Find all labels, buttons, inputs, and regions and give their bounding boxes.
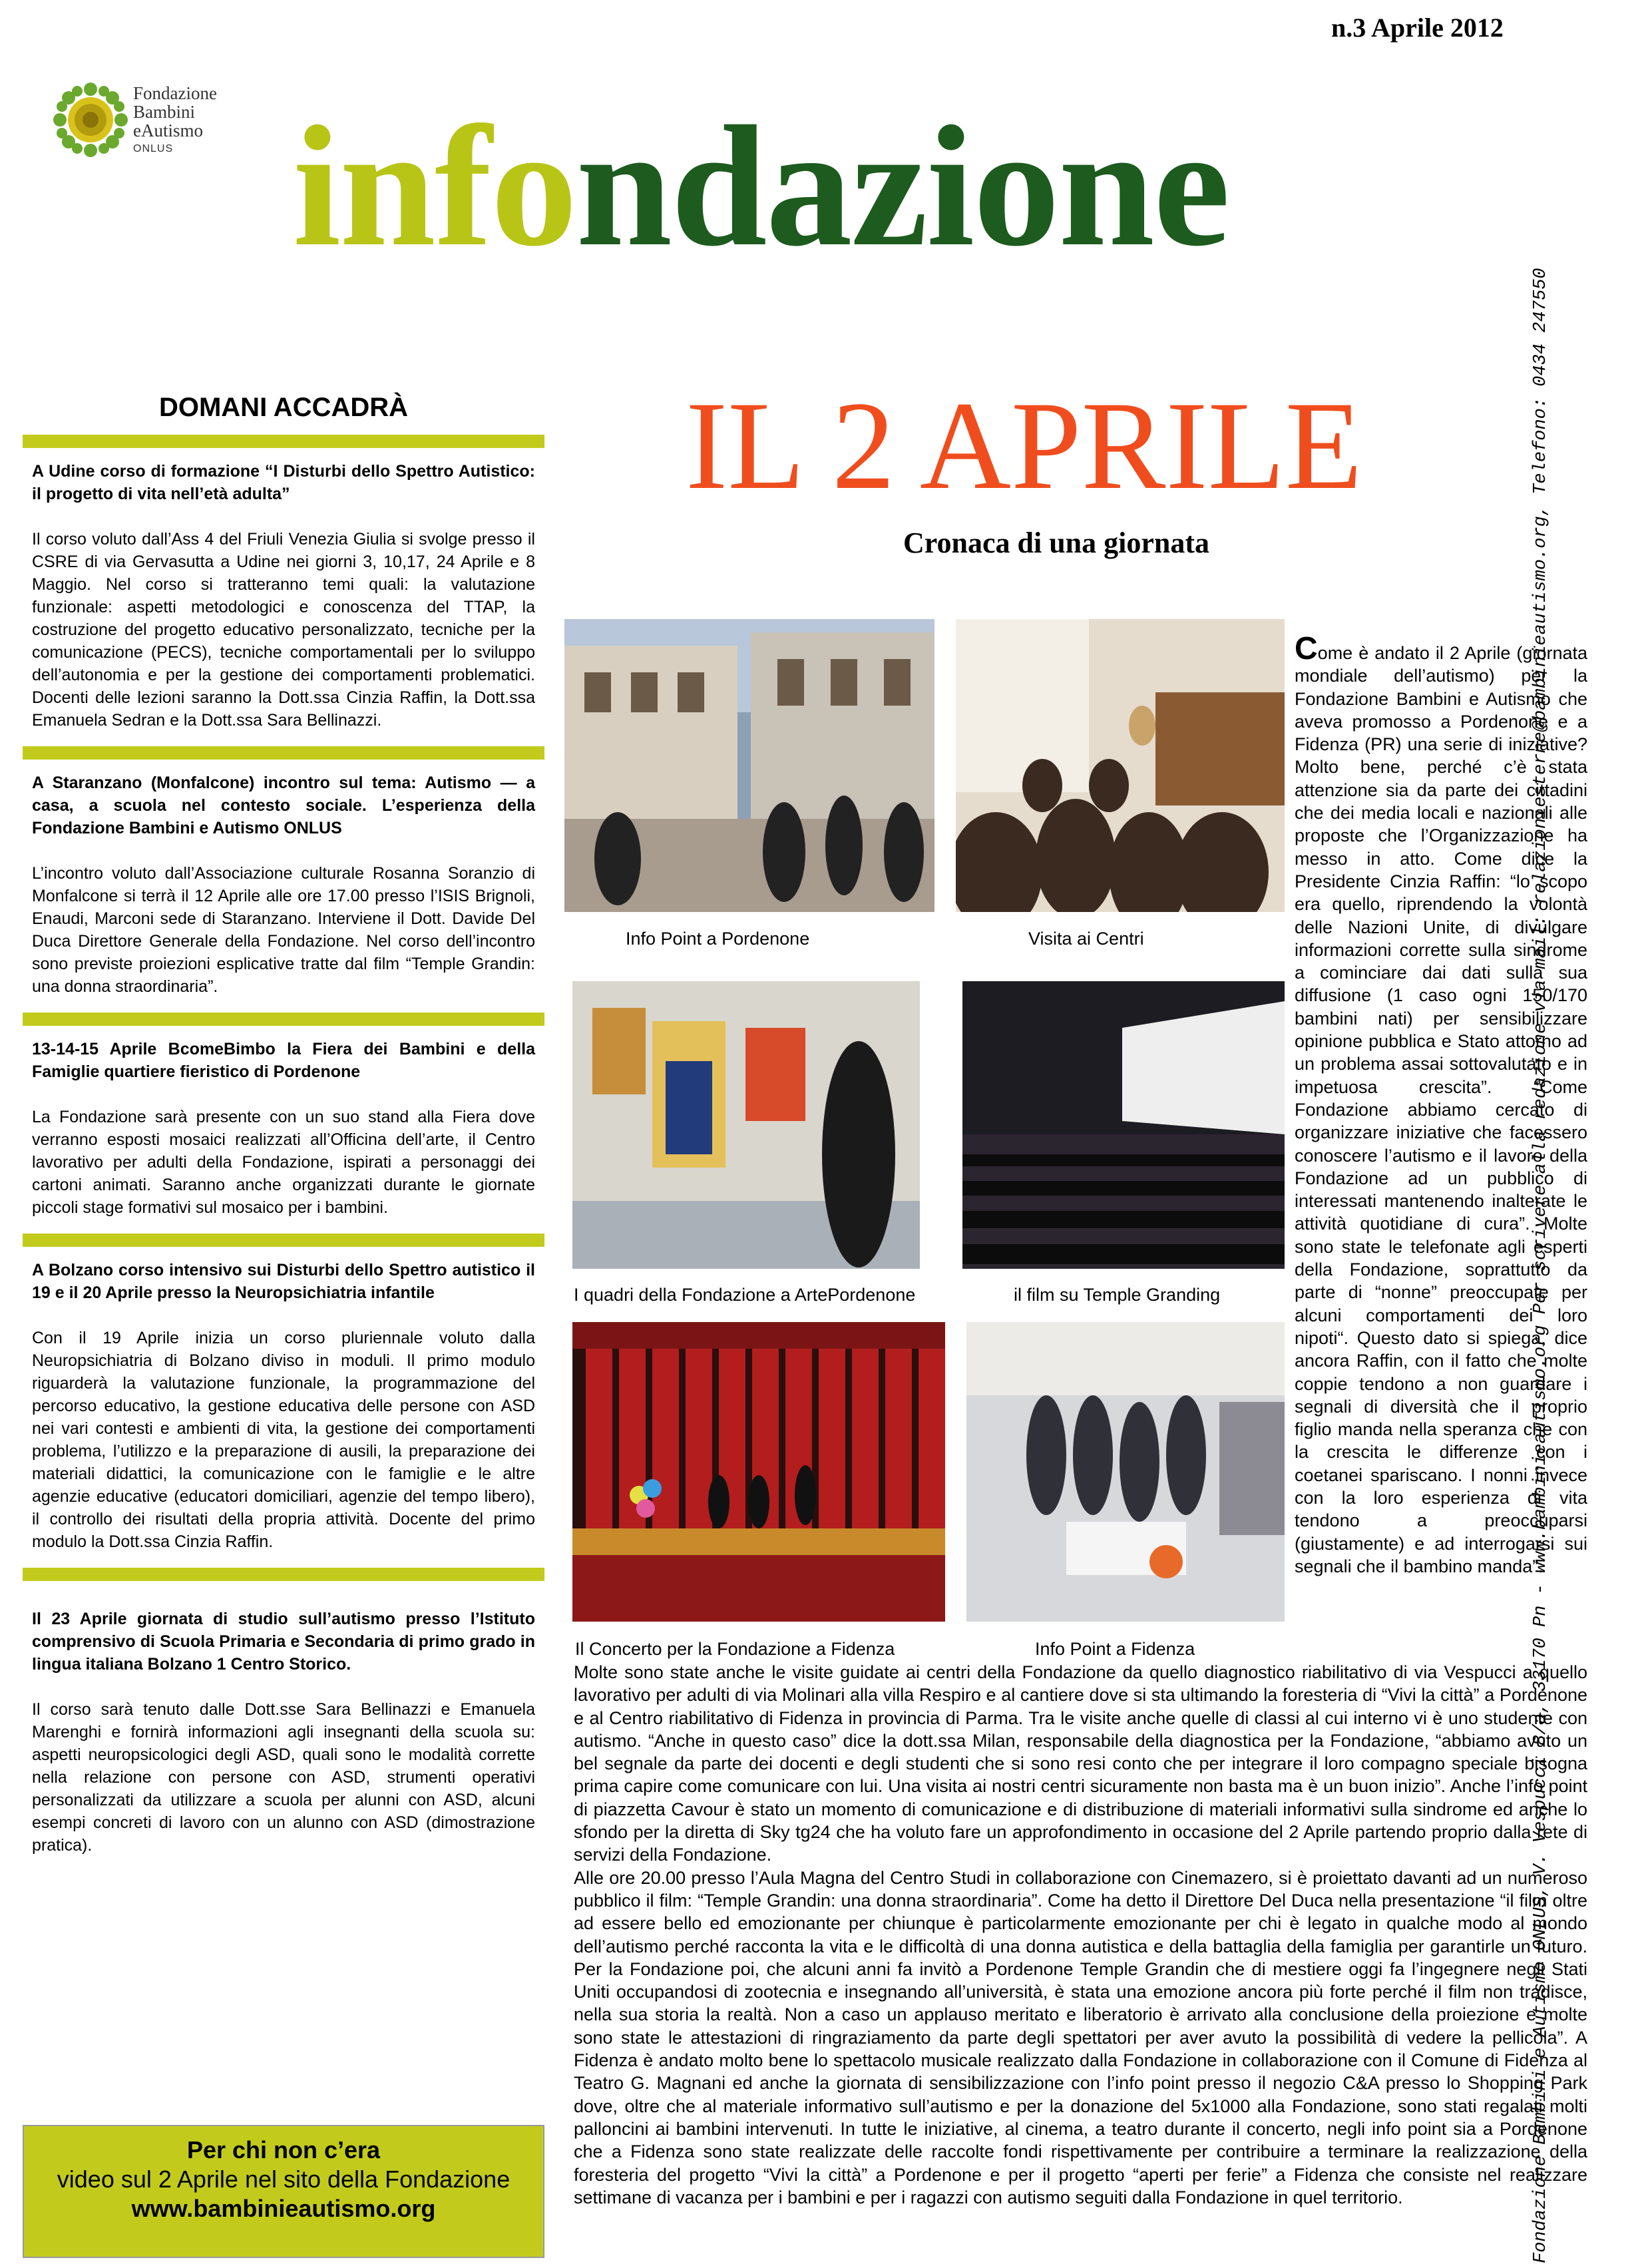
masthead-part-info: info: [293, 91, 576, 282]
main-subheadline: Cronaca di una giornata: [903, 527, 1210, 559]
event-body: Il corso sarà tenuto dalle Dott.sse Sara Bellinazzi e Emanuela Marenghi e fornirà informazioni agli insegnanti della scuola su: aspetti neuropsicologici degli ASD, quali sono le modalità corrette nella relazione con persone con ASD, strumenti operativi personalizzati da utilizzare a scuola per alunni con ASD, alcuni esempi concreti di lavoro con un alunno con ASD (dimostrazione pratica).: [32, 1700, 535, 1855]
article-text: ome è andato il 2 Aprile (giornata mondiale dell’autismo) per la Fondazione Bambini e Autismo che aveva promosso a Pordenone e a Fidenza (PR) una serie di iniziative? Molto bene, perché c’è stata attenzione sia da parte dei cittadini che dei media locali e nazionali alle proposte che l’Organizzazione ha messo in atto. Come dice la Presidente Cinzia Raffin: “lo scopo era quello, riprendendo la volontà delle Nazioni Unite, di divulgare informazioni corrette sulla sindrome a cominciare dai dati sulla sua diffusione (1 caso ogni 150/170 bambini nati) per sensibilizzare opinione pubblica e Stato attorno ad un problema assai sottovalutato e in impetuosa crescita”. “Come Fondazione abbiamo cercato di organizzare iniziative che facessero conoscere l’autismo e il lavoro della Fondazione ad un pubblico di interessati mantenendo inalterate le attività quotidiane di cura”. Molte sono state le telefonate agli esperti della Fondazione, soprattutto da parte di “nonne” preoccupate per alcuni comportamenti dei loro nipoti“. Questo dato si spiega, dice ancora Raffin, con il fatto che molte coppie tendono a non guardare i segnali di diversità che il proprio figlio manda nella speranza che con la crescita le differenze con i coetanei spariscano. I nonni invece con la loro esperienza di vita tendono a preoccuparsi (giustamente) e ad interrogarsi sui segnali che il bambino manda”.: [1295, 643, 1587, 1576]
divider: [23, 435, 544, 448]
logo-line: Fondazione: [133, 83, 217, 103]
foundation-logo: [52, 81, 129, 158]
vertical-contact-info: Fondazione Bambini e Autismo ONLUS, V. Vespucci 8/a, 33170 Pn - www.bambinieautismo.org Per scrivere alla redazione via mail: relazioniesterne@bambinieautismo.org, Telefono: 0434 247550: [1531, 268, 1551, 2263]
promo-line: video sul 2 Aprile nel sito della Fondazione: [57, 2165, 511, 2193]
photo-caption: Visita ai Centri: [1028, 929, 1144, 949]
divider: [23, 1013, 544, 1026]
divider: [23, 746, 544, 760]
logo-line: eAutismo: [133, 120, 203, 140]
classroom-photo-image: [956, 619, 1285, 912]
event-title: Il 23 Aprile giornata di studio sull’autismo presso l’Istituto comprensivo di Scuola Primaria e Secondaria di primo grado in lingua italiana Bolzano 1 Centro Storico.: [32, 1610, 535, 1674]
photo-quadri-artepordenone: [572, 981, 920, 1269]
event-body: Con il 19 Aprile inizia un corso pluriennale voluto dalla Neuropsichiatria di Bolzano diviso in moduli. Il primo modulo riguarderà la valutazione funzionale, la programmazione del percorso educativo, la gestione educativa delle persone con ASD nei vari contesti e ambienti di vita, la gestione dei comportamenti problema, l’utilizzo e la preparazione di ausili, la preparazione dei materiali didattici, la comunicazione con le famiglie e le altre agenzie educative (educatori domiciliari, agenzie del tempo libero), il controllo dei risultati della propria attività. Docente del primo modulo la Dott.ssa Cinzia Raffin.: [32, 1329, 535, 1551]
photo-info-point-fidenza: [966, 1322, 1285, 1622]
photo-caption: Il Concerto per la Fondazione a Fidenza: [575, 1639, 895, 1659]
logo-line: Bambini: [133, 102, 195, 122]
photo-caption: il film su Temple Granding: [1014, 1285, 1221, 1305]
store-photo-image: [966, 1322, 1285, 1622]
drop-cap: C: [1295, 631, 1318, 666]
theatre-stage-photo-image: [572, 1322, 945, 1622]
event-title: 13-14-15 Aprile BcomeBimbo la Fiera dei Bambini e della Famiglie quartiere fieristico di Pordenone: [32, 1040, 535, 1081]
divider: [23, 1568, 544, 1581]
promo-url-link[interactable]: www.bambinieautismo.org: [131, 2195, 436, 2222]
article-paragraph: Alle ore 20.00 presso l’Aula Magna del Centro Studi in collaborazione con Cinemazero, si è proiettato davanti ad un numeroso pubblico il film: “Temple Grandin: una donna straordinaria”. Come ha detto il Direttore Del Duca nella presentazione “il film oltre ad essere bello ed emozionante per chiunque è particolarmente emozionante per chi è legato in qualche modo al mondo dell’autismo perché racconta la vita e le difficoltà di una donna autistica e della battaglia della famiglia per garantirle un futuro. Per la Fondazione poi, che alcuni anni fa invitò a Pordenone Temple Grandin che di mestiere oggi fa l’ingegnere negli Stati Uniti occupandosi di zootecnia e insegnando all’università, è stata una emozione ancora più forte perché il film non tradisce, nella sua storia la realtà. Non a caso un applauso meritato e liberatorio è arrivato alla conclusione della proiezione e molte sono state le attestazioni di ringraziamento da parte degli spettatori per aver avuto la possibilità di vedere la pellicola”. A Fidenza è andato molto bene lo spettacolo musicale realizzato dalla Fondazione in collaborazione con il Comune di Fidenza al Teatro G. Magnani ed anche la giornata di sensibilizzazione con l’info point presso il negozio C&A presso lo Shopping Park dove, oltre che al materiale informativo sull’autismo e per la donazione del 5x1000 alla Fondazione, sono stati regalati molti palloncini ai bambini intervenuti. In tutte le iniziative, al cinema, a teatro durante il concerto, negli info point sia a Pordenone che a Fidenza sono state realizzate delle raccolte fondi rispettivamente per contribuire a terminare la realizzazione della foresteria del progetto “Vivi la città” a Pordenone e per il progetto “aperti per ferie” a Fidenza che consiste nel realizzare settimane di vacanza per i bambini e per i ragazzi con autismo seguiti dalla Fondazione in quel territorio.: [574, 1867, 1587, 2207]
sunflower-logo-icon: [52, 81, 129, 158]
masthead-part-ndazione: ndazione: [576, 91, 1229, 282]
section-heading: DOMANI ACCADRÀ: [158, 393, 409, 422]
main-headline: IL 2 APRILE: [686, 376, 1362, 516]
photo-concerto-fidenza: [572, 1322, 945, 1622]
divider: [23, 1234, 544, 1247]
article-bottom-text: [574, 1661, 1587, 2209]
left-column: [23, 386, 544, 1871]
event-body: La Fondazione sarà presente con un suo stand alla Fiera dove verranno esposti mosaici realizzati all’Officina dell’arte, il Centro lavorativo per adulti della Fondazione, ispirati a personaggi dei cartoni animati. Saranno anche organizzati durante le giornate piccoli stage formativi sul mosaico per i bambini.: [32, 1108, 535, 1217]
logo-onlus: ONLUS: [133, 143, 174, 154]
article-right-column: [1295, 631, 1587, 1578]
event-title: A Udine corso di formazione “I Disturbi dello Spettro Autistico: il progetto di vita nell’età adulta”: [32, 462, 535, 503]
photo-caption: Info Point a Fidenza: [1035, 1639, 1195, 1659]
event-title: A Staranzano (Monfalcone) incontro sul tema: Autismo — a casa, a scuola nel contesto sociale. L’esperienza della Fondazione Bambini e Autismo ONLUS: [32, 774, 535, 837]
street-photo-image: [564, 619, 934, 912]
event-body: L’incontro voluto dall’Associazione culturale Rosanna Soranzio di Monfalcone si terrà il 12 Aprile alle ore 17.00 presso l’ISIS Brignoli, Enaudi, Marconi sede di Staranzano. Interviene il Dott. Davide Del Duca Direttore Generale della Fondazione. Nel corso dell’incontro sono previste proiezioni esplicative tratte dal film “Temple Grandin: una donna straordinaria”.: [32, 864, 535, 996]
video-promo-box: [23, 2125, 544, 2258]
event-title: A Bolzano corso intensivo sui Disturbi dello Spettro autistico il 19 e il 20 Aprile presso la Neuropsichiatria infantile: [32, 1261, 535, 1302]
cinema-photo-image: [962, 981, 1285, 1269]
photo-film-temple-grandin: [962, 981, 1285, 1269]
photo-info-point-pordenone: [564, 619, 934, 912]
photo-caption: Info Point a Pordenone: [626, 929, 810, 949]
promo-title: Per chi non c’era: [186, 2136, 381, 2163]
masthead-title: [293, 93, 1229, 280]
photo-visita-centri: [956, 619, 1285, 912]
article-paragraph: Molte sono state anche le visite guidate ai centri della Fondazione da quello diagnostico riabilitativo di via Vespucci a quello lavorativo per adulti di via Molinari alla villa Respiro e al cantiere dove si sta ultimando la foresteria di “Vivi la città” a Pordenone e al Centro riabilitativo di Fidenza in provincia di Parma. Tra le visite anche quelle di classi al cui interno vi è uno studente con autismo. “Anche in questo caso” dice la dott.ssa Milan, responsabile della diagnostica per la Fondazione, “abbiamo avuto un bel segnale da parte dei docenti e degli studenti che si sono resi conto che per integrare il loro compagno speciale bisogna prima capire come comunicare con lui. Una visita ai nostri centri sicuramente non basta ma è un buon inizio”. Anche l’info point di piazzetta Cavour è stato un momento di comunicazione e di distribuzione di materiali informativi sulla sindrome ed anche lo sfondo per la diretta di Sky tg24 che ha voluto fare un approfondimento in occasione del 2 Aprile partendo proprio dalla rete di servizi della Fondazione.: [574, 1662, 1587, 1865]
gallery-photo-image: [572, 981, 920, 1269]
issue-date: n.3 Aprile 2012: [1331, 13, 1504, 43]
logo-wordmark: [133, 84, 217, 158]
event-body: Il corso voluto dall’Ass 4 del Friuli Venezia Giulia si svolge presso il CSRE di via Gervasutta a Udine nei giorni 3, 10,17, 24 Aprile e 8 Maggio. Nel corso si tratteranno temi quali: la valutazione funzionale: aspetti metodologici e conoscenza del TTAP, la costruzione del progetto educativo personalizzato, tecniche per la comunicazione (PECS), tecniche comportamentali per lo sviluppo dell’autonomia e per la gestione dei comportamenti problematici. Docenti delle lezioni saranno la Dott.ssa Cinzia Raffin, la Dott.ssa Emanuela Sedran e la Dott.ssa Sara Bellinazzi.: [32, 530, 535, 730]
photo-caption: I quadri della Fondazione a ArtePordenone: [574, 1285, 916, 1305]
